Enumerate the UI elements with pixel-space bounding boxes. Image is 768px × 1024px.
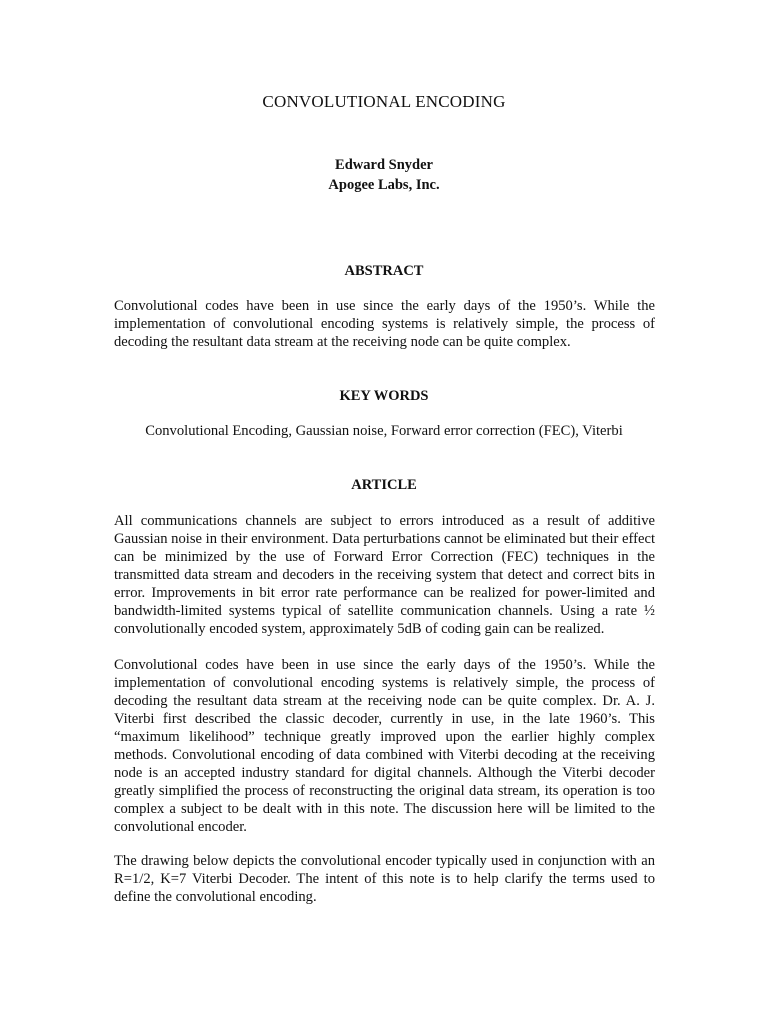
author-name: Edward Snyder [335, 157, 433, 173]
article-paragraph-1: All communications channels are subject to errors introduced as a result of additive Gaussian noise in their environment. Data perturbations cannot be eliminated but their effect can be minimized by the use of Forward Error Correction (FEC) techniques in the transmitted data stream and decoders in the receiving system that detect and correct bits in error. Improvements in bit error rate performance can be realized for power-limited and bandwidth-limited systems typical of satellite communication channels. Using a rate ½ convolutionally encoded system, approximately 5dB of coding gain can be realized. [114, 513, 655, 637]
author-block [0, 155, 768, 195]
abstract-heading: ABSTRACT [344, 263, 424, 279]
article-paragraph-2: Convolutional codes have been in use since the early days of the 1950’s. While the implementation of convolutional encoding systems is relatively simple, the process of decoding the resultant data stream at the receiving node can be quite complex. Dr. A. J. Viterbi first described the classic decoder, currently in use, in the late 1960’s. This “maximum likelihood” technique greatly improved upon the earlier highly complex methods. Convolutional encoding of data combined with Viterbi decoding at the receiving node is an accepted industry standard for digital channels. Although the Viterbi decoder greatly simplified the process of reconstructing the original data stream, its operation is too complex a subject to be dealt with in this note. The discussion here will be limited to the convolutional encoder. [114, 657, 655, 835]
article-paragraph-3: The drawing below depicts the convolutional encoder typically used in conjunction with an R=1/2, K=7 Viterbi Decoder. The intent of this note is to help clarify the terms used to define the convolutional encoding. [114, 853, 655, 905]
article-heading: ARTICLE [351, 477, 417, 493]
author-affiliation: Apogee Labs, Inc. [328, 177, 440, 193]
keywords-heading: KEY WORDS [339, 388, 429, 404]
page-title: CONVOLUTIONAL ENCODING [262, 92, 506, 111]
abstract-text: Convolutional codes have been in use since the early days of the 1950’s. While the implementation of convolutional encoding systems is relatively simple, the process of decoding the resultant data stream at the receiving node can be quite complex. [114, 298, 655, 350]
keywords-text: Convolutional Encoding, Gaussian noise, Forward error correction (FEC), Viterbi [145, 423, 623, 439]
